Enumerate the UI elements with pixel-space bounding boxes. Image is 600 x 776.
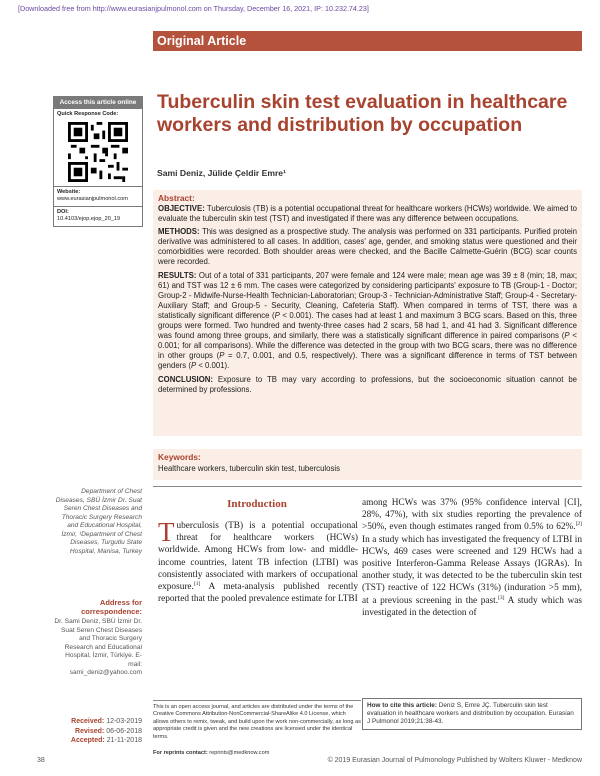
citation-ref[interactable]: [3] [498,594,505,601]
p-symbol: P [564,331,570,341]
cite-label: How to cite this article: [367,702,437,709]
body-column-2 [362,497,582,619]
body-column-1 [158,517,358,605]
revised-date: 06-06-2018 [106,727,142,735]
website-section [54,186,142,206]
author-list: Sami Deniz, Jülide Çeldir Emre¹ [157,168,286,178]
results-text-e: < 0.001). [196,361,230,371]
qr-label: Quick Response Code: [57,111,119,117]
license-notice: This is an open access journal, and articles are distributed under the terms of the Creative Commons Attribution-NonCommercial-ShareAlike 4.0 License, which allows others to remix, tweak, and build upon the work non-commercially, as long as appropriate credit is given and the new creations are licensed under the identical terms. [153,700,361,741]
intro-text-c: among HCWs was 37% (95% confidence interval [CI], 28%, 47%), with six studies reporting the prevalence of >50%, even though estimates ranged from 0.5% to 62%. [362,498,582,533]
introduction-heading: Introduction [227,498,287,510]
results-text-b: < 0.001). The cases had at least 1 and maximum 3 BCG scars. Based on this, three groups were formed. Two hundred and twenty-three cases had 2 scars, 58 had 1, and 41 had 3. Significant difference was found among three groups, and similarly, there was a statistically significant difference in paired comparisons ( [158,310,578,341]
website-link[interactable]: www.eurasianjpulmonol.com [57,196,128,202]
abstract-box [153,190,582,436]
doi-section [54,206,142,226]
abstract-results [158,271,577,372]
received-row [54,717,142,727]
article-dates [54,717,142,746]
revised-label: Revised: [75,727,105,735]
received-label: Received: [71,718,105,725]
keywords-text: Healthcare workers, tuberculin skin test, tuberculosis [158,464,341,473]
citation-ref[interactable]: [2] [575,521,582,528]
results-text-d: = 0.7, 0.001, and 0.5, respectively). There was a significant difference in terms of TST between genders ( [158,351,577,371]
article-title: Tuberculin skin test evaluation in healthcare workers and distribution by occupation [157,91,568,136]
accepted-label: Accepted: [70,737,105,744]
methods-label: METHODS: [158,227,200,237]
affiliations: Department of Chest Diseases, SBÜ İzmir Dr. Suat Seren Chest Diseases and Thoracic Surgery Research and Educational Hospital, İzmir, ¹Department of Chest Diseases, Turgutlu State Hospital, Manisa, Turkey [55,488,142,555]
intro-text-e: A study which was investigated in the detection of [362,595,583,618]
received-date: 12-03-2019 [106,718,142,725]
access-online-box [53,96,143,227]
cite-box [362,698,582,730]
revised-row [54,727,142,737]
article-type-banner: Original Article [153,31,582,51]
reprints-email[interactable]: reprints@medknow.com [209,750,270,756]
page-number: 38 [37,757,45,764]
qr-code-icon[interactable] [68,122,128,182]
accepted-row [54,736,142,746]
conclusion-text: Exposure to TB may vary according to professions, but the socioeconomic situation cannot be determined by professions. [158,374,577,394]
keywords-heading: Keywords: [158,452,201,462]
p-symbol: P [219,351,225,361]
correspondence-text: Dr. Sami Deniz, SBÜ İzmir Dr. Suat Seren Chest Diseases and Thoracic Surgery Research and Educational Hospital, İzmir, Türkiye. E-mail: sami_deniz@yahoo.com [54,618,142,676]
intro-text-d: In a study which has investigated the frequency of LTBI in HCWs, 469 cases were screened and 129 HCWs had a positive Interferon-Gamma Release Assays (IGRAs). In another study, it was detected to be the tuberculin skin test (TST) reactive of 122 HCWs (31%) (induration >5 mm), at a previous screening in the past. [362,534,582,606]
doi-label: DOI: [57,208,69,215]
abstract-methods [158,227,577,267]
results-label: RESULTS: [158,270,197,280]
reprints-line [153,750,361,756]
results-text-a: Out of a total of 331 participants, 207 were female and 124 were male; mean age was 39 ± 8 (min; 18, max; 61) and TST was 12 ± 6 mm. The cases were categorized by considering participants' exposure to TB (Group-1 - Doctor; Group-2 - Midwife-Nurse-Health Technician-Laboratorian; Group-3 - Technician-Administrative Staff; Group-4 - Secretary-Auxiliary Staff; and Group-5 - Security, Cleaning, Cafeteria Staff). When compared in terms of TST, there was a statistically significant difference ( [158,270,577,320]
reprints-label: For reprints contact: [153,750,208,756]
doi-link[interactable]: 10.4103/ejop.ejop_20_19 [57,216,121,222]
correspondence-heading: Address for correspondence: [81,598,142,616]
copyright-footer: © 2019 Eurasian Journal of Pulmonology Published by Wolters Kluwer - Medknow [327,757,582,764]
p-symbol: P [274,310,280,320]
results-text-c: < 0.001; for all comparisons). While the difference was detected in the group with two BCG scars, there was no difference in other groups ( [158,331,577,361]
accepted-date: 21-11-2018 [106,737,142,744]
p-symbol: P [190,361,197,371]
drop-cap: T [158,517,175,547]
download-notice: [Downloaded free from http://www.eurasianjpulmonol.com on Thursday, December 16, 2021, IP: 10.232.74.23] [18,4,369,13]
objective-text: Tuberculosis (TB) is a potential occupational threat for healthcare workers (HCWs) worldwide. We aimed to evaluate the tuberculin skin test (TST) and investigated if there was any difference between occupations. [158,204,577,224]
abstract-conclusion [158,375,577,395]
citation-ref[interactable]: [1] [193,580,201,587]
methods-text: This was designed as a prospective study. The analysis was performed on 331 participants. Purified protein derivative was administered to all cases. In addition, cases' age, gender, and smoking status were questioned and their comorbidities were recorded. Both shoulder areas were checked, and the Bacille Calmette-Guérin (BCG) scar counts were recorded. [158,227,578,267]
website-label: Website: [57,188,81,195]
intro-text-b: A meta-analysis published recently reported that the pooled prevalence estimate for LTBI [158,582,358,605]
abstract-heading: Abstract: [158,193,195,203]
cite-text: Deniz S, Emre JÇ. Tuberculin skin test evaluation in healthcare workers and distribution by occupation. Eurasian J Pulmonol 2019;21:38-43. [367,702,574,725]
divider [153,486,582,487]
objective-label: OBJECTIVE: [158,204,205,213]
keywords-box [153,449,582,480]
access-online-header: Access this article online [54,97,142,108]
abstract-objective [158,204,577,224]
qr-section [54,108,142,186]
conclusion-label: CONCLUSION: [158,374,214,384]
intro-text-a: uberculosis (TB) is a potential occupational threat for healthcare workers (HCWs) worldwide. Among HCWs from low- and middle-income countries, latent TB infection (LTBI) was consistently associated with markers of occupational exposure. [158,521,358,593]
